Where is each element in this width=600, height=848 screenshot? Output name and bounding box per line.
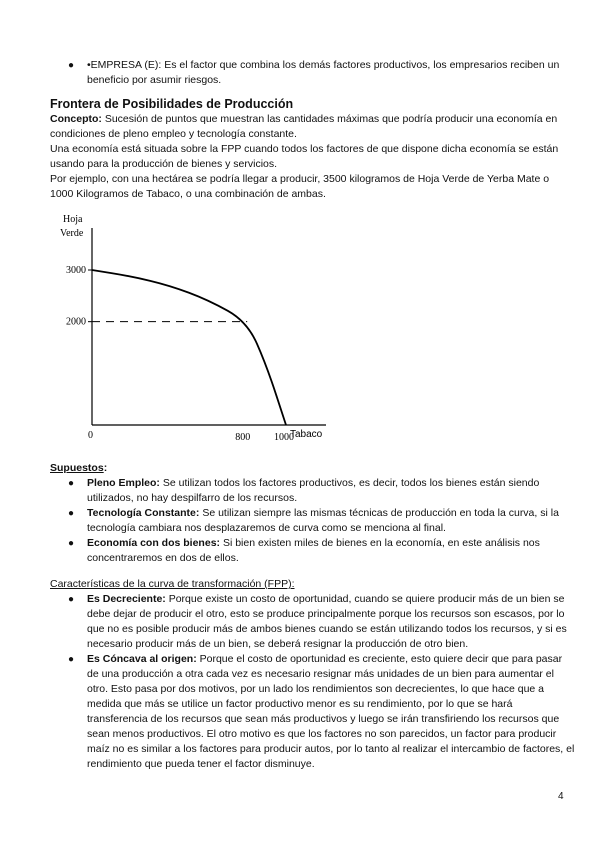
supuesto-label: Economía con dos bienes: — [87, 537, 221, 549]
supuestos-heading: Supuestos — [50, 462, 104, 474]
fpp-paragraph-2: Por ejemplo, con una hectárea se podría llegar a producir, 3500 kilogramos de Hoja Verde de Yerba Mate o 1000 Kilogramos de Tabaco, o una combinación de ambas. — [50, 173, 550, 200]
x-tick-label: 1000 — [274, 432, 294, 443]
caracteristicas-heading: Características de la curva de transformación (FPP): — [50, 578, 295, 590]
caracteristica-label: Es Cóncava al origen: — [87, 653, 197, 665]
origin-label: 0 — [88, 430, 93, 441]
caracteristica-item: ● Es Decreciente: Porque existe un costo de oportunidad, cuando se quiere producir más de un bien se debe dejar de producir el otro, esto se produce principalmente porque los recursos son escasos, por lo que no es posible producir más de ambos bienes cuando se están utilizando todos los recursos, y si es necesario producir más de un bien, se deberá resignar la producción de otro bien. — [68, 593, 567, 650]
supuesto-text: Se utilizan todos los factores productivos, es decir, todos los bienes están siendo utilizados, no hay despilfarro de los recursos. — [87, 477, 540, 504]
empresa-text: •EMPRESA (E): Es el factor que combina los demás factores productivos, los empresarios reciben un beneficio por asumir riesgos. — [87, 59, 560, 86]
fpp-paragraph-1: Una economía está situada sobre la FPP cuando todos los factores de que dispone dicha economía se están usando para la producción de bienes y servicios. — [50, 143, 559, 170]
caracteristica-text: Porque existe un costo de oportunidad, cuando se quiere producir más de un bien se debe dejar de producir el otro, esto se produce principalmente porque los recursos son escasos, por lo que no es posible producir más de ambos bienes cuando se están utilizando todos los recursos, y si es necesario producir más de un bien, se deberá resignar la producción de otro bien. — [87, 593, 567, 650]
concept-text: Sucesión de puntos que muestran las cantidades máximas que podría producir una economía en condiciones de pleno empleo y tecnología constante. — [50, 113, 558, 140]
caracteristica-item: ● Es Cóncava al origen: Porque el costo de oportunidad es creciente, esto quiere decir que para pasar de una producción a otra cada vez es necesario resignar más unidades de un bien para aumentar el otro. Esto pasa por dos motivos, por un lado los rendimientos son decrecientes, lo que hace que a medida que más se utilice un factor productivo menor es su rendimiento, por lo que se hará transferencia de los recursos que sean más productivos y luego se irán transfiriendo los recursos que sean menos productivos. El otro motivo es que los factores no son parecidos, un factor para producir maíz no es similar a los factores para producir autos, por lo tanto al realizar el intercambio de factores, el rendimiento que pueda tener el factor disminuye. — [68, 653, 575, 770]
supuestos-list — [68, 476, 576, 566]
bullet-dot: ● — [68, 60, 75, 71]
y-axis-label-line2: Verde — [60, 228, 84, 239]
y-tick-label: 3000 — [66, 265, 86, 276]
caracteristicas-list — [68, 592, 576, 772]
supuesto-text: Se utilizan siempre las mismas técnicas de producción en toda la curva, si la tecnología cambiara nos desplazaremos de curva como se menciona al final. — [87, 507, 559, 534]
supuesto-item: ● Pleno Empleo: Se utilizan todos los factores productivos, es decir, todos los bienes están siendo utilizados, no hay despilfarro de los recursos. — [68, 477, 540, 504]
fpp-section — [50, 97, 575, 202]
fpp-heading: Frontera de Posibilidades de Producción — [50, 97, 294, 111]
supuestos-title — [50, 461, 575, 476]
tick-group — [66, 265, 294, 443]
supuesto-text: Si bien existen miles de bienes en la economía, en este análisis nos concentraremos en dos de ellos. — [87, 537, 540, 564]
concept-paragraph — [50, 112, 575, 142]
supuesto-label: Tecnología Constante: — [87, 507, 200, 519]
supuestos-colon: : — [103, 462, 108, 474]
y-tick-label: 2000 — [66, 316, 86, 328]
concept-label: Concepto: — [50, 113, 102, 125]
y-axis-label-line1: Hoja — [63, 214, 83, 225]
empresa-bullet — [68, 58, 576, 88]
fpp-chart — [58, 212, 348, 444]
caracteristica-text: Porque el costo de oportunidad es creciente, esto quiere decir que para pasar de una producción a otra cada vez es necesario resignar más unidades de un bien para aumentar el otro. Esto pasa por dos motivos, por un lado los rendimientos son decrecientes, lo que hace que a medida que más se utilice un factor productivo menor es su rendimiento, por lo que se hará transferencia de los recursos que sean más productivos y luego se irán transfiriendo los recursos que sean menos productivos. El otro motivo es que los factores no son parecidos, un factor para producir maíz no es similar a los factores para producir autos, por lo tanto al realizar el intercambio de factores, el rendimiento que pueda tener el factor disminuye. — [87, 653, 575, 770]
supuesto-label: Pleno Empleo: — [87, 477, 160, 489]
x-axis-label: Tabaco — [290, 429, 323, 440]
page-number: 4 — [558, 791, 564, 802]
fpp-curve — [92, 270, 286, 425]
x-tick-label: 800 — [235, 432, 251, 443]
caracteristica-label: Es Decreciente: — [87, 593, 166, 605]
supuesto-item: ● Tecnología Constante: Se utilizan siempre las mismas técnicas de producción en toda la curva, si la tecnología cambiara nos desplazaremos de curva como se menciona al final. — [68, 507, 559, 534]
supuesto-item: ● Economía con dos bienes: Si bien existen miles de bienes en la economía, en este análisis nos concentraremos en dos de ellos. — [68, 537, 540, 564]
caracteristicas-title — [50, 577, 575, 592]
